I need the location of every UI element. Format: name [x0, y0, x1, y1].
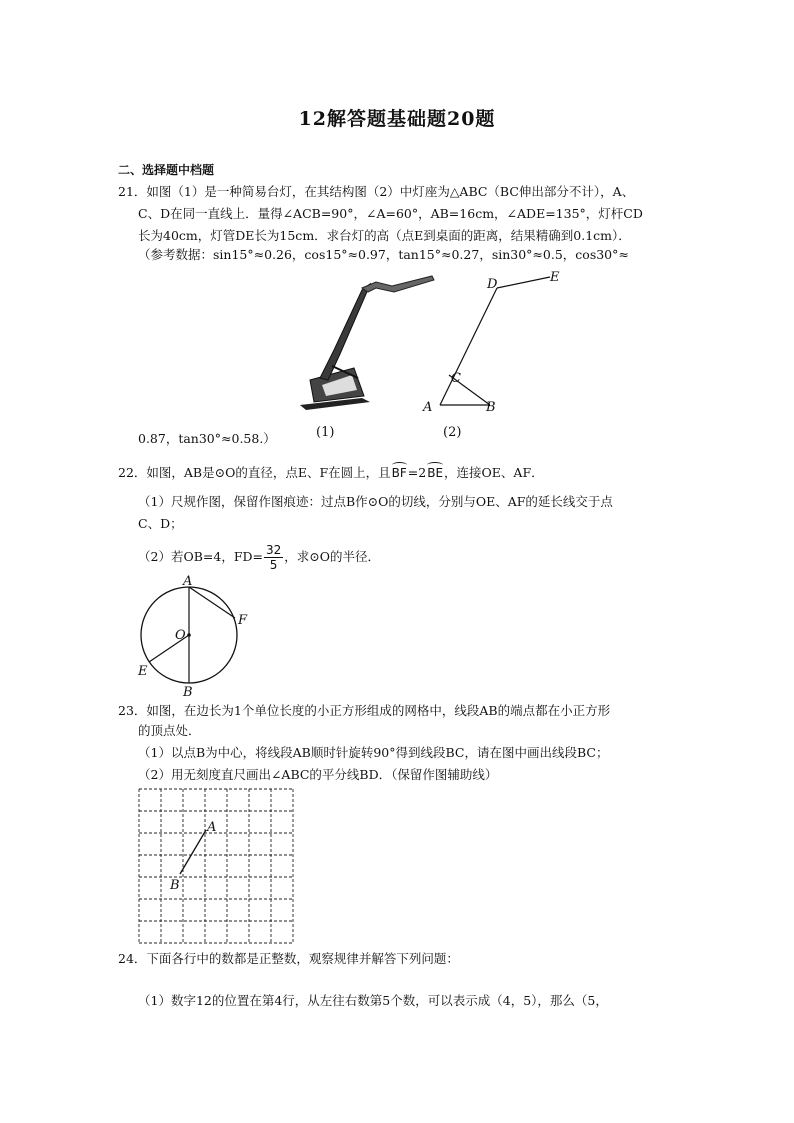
- fraction-denominator: 5: [269, 558, 278, 572]
- q22-part2-text-a: （2）若OB=4，FD=: [138, 549, 263, 564]
- label-A: A: [423, 400, 433, 415]
- lamp-structure-diagram: [415, 265, 585, 420]
- label-B: B: [170, 878, 180, 893]
- grid-diagram: [136, 786, 296, 946]
- arc-bf: BF: [391, 466, 407, 480]
- q22-line-3: C、D；: [138, 516, 183, 531]
- label-B: B: [183, 685, 193, 700]
- label-E: E: [550, 270, 560, 285]
- q22-eq: =2: [407, 465, 427, 480]
- fraction-32-5: [264, 543, 283, 572]
- page-title: 12解答题基础题20题: [298, 108, 496, 130]
- circle-diagram: [130, 572, 260, 702]
- q21-line-5: 0.87，tan30°≈0.58.）: [138, 431, 276, 446]
- q21-line-2: C、D在同一直线上．量得∠ACB=90°，∠A=60°，AB=16cm，∠ADE=135°，灯杆CD: [138, 206, 643, 221]
- figure-2-caption: (2): [443, 425, 462, 440]
- fraction-numerator: 32: [265, 543, 282, 557]
- dashed-grid: [139, 789, 293, 943]
- q21-line-3: 长为40cm，灯管DE长为15cm．求台灯的高（点E到桌面的距离，结果精确到0.1cm）．: [138, 228, 631, 243]
- label-C: C: [451, 371, 461, 386]
- q22-line-2: （1）尺规作图，保留作图痕迹：过点B作⊙O的切线，分别与OE、AF的延长线交于点: [138, 494, 613, 509]
- q23-line-1: 23．如图，在边长为1个单位长度的小正方形组成的网格中，线段AB的端点都在小正方形: [118, 703, 611, 718]
- q24-line-1: 24．下面各行中的数都是正整数，观察规律并解答下列问题：: [118, 951, 459, 966]
- label-E: E: [138, 664, 148, 679]
- arc-be: BE: [427, 466, 444, 480]
- q21-line-1: 21．如图（1）是一种简易台灯，在其结构图（2）中灯座为△ABC（BC伸出部分不计），A、: [118, 184, 635, 199]
- label-O: O: [175, 628, 186, 643]
- q23-line-3: （1）以点B为中心，将线段AB顺时针旋转90°得到线段BC，请在图中画出线段BC；: [138, 745, 609, 760]
- label-F: F: [238, 613, 248, 628]
- q22-line-4: [138, 543, 380, 572]
- label-A: A: [207, 820, 217, 835]
- figure-1-caption: (1): [316, 425, 335, 440]
- segment-ab: [180, 830, 206, 874]
- q22-part2-text-b: ，求⊙O的半径．: [284, 549, 380, 564]
- section-heading: 二、选择题中档题: [118, 163, 215, 177]
- q23-line-2: 的顶点处．: [138, 723, 201, 738]
- q22-line-1: [118, 465, 544, 481]
- q21-line-4: （参考数据：sin15°≈0.26，cos15°≈0.97，tan15°≈0.27，sin30°≈0.5，cos30°≈: [138, 247, 629, 262]
- q24-line-2: （1）数字12的位置在第4行，从左往右数第5个数，可以表示成（4，5），那么（5，: [138, 993, 608, 1008]
- q23-line-4: （2）用无刻度直尺画出∠ABC的平分线BD．（保留作图辅助线）: [138, 767, 498, 782]
- label-B: B: [486, 400, 496, 415]
- label-D: D: [487, 277, 498, 292]
- label-A: A: [183, 574, 193, 589]
- q22-text-b: ，连接OE、AF．: [444, 465, 544, 480]
- q22-text-a: 22．如图，AB是⊙O的直径，点E、F在圆上，且: [118, 465, 391, 480]
- lamp-arm: [320, 284, 370, 380]
